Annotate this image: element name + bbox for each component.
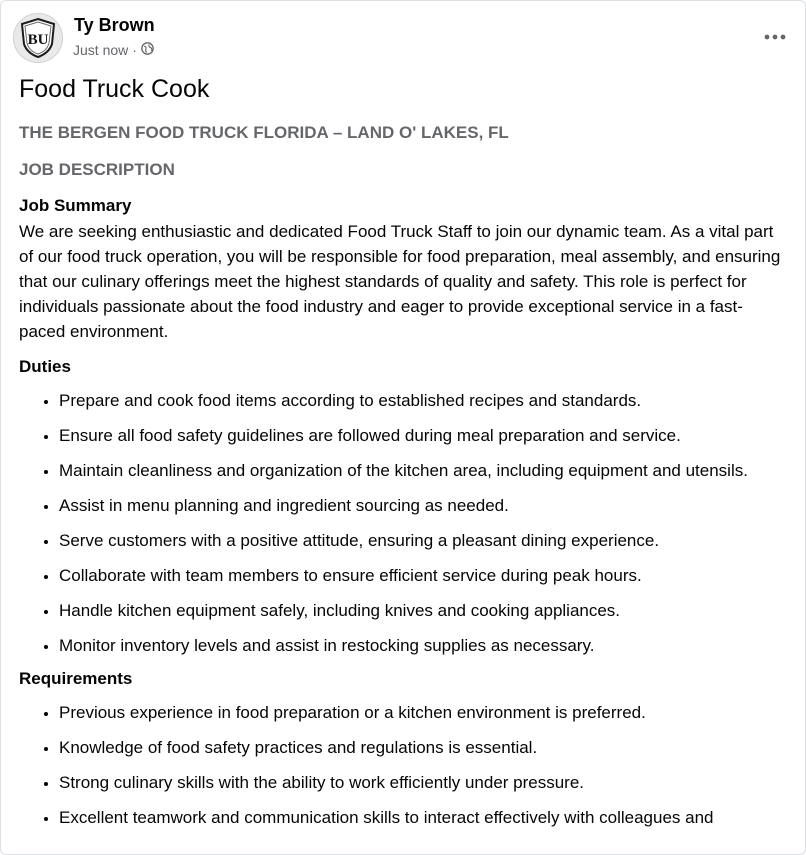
avatar-logo-text: BU (27, 32, 49, 48)
list-item: • Strong culinary skills with the ability to work efficiently under pressure. (59, 770, 789, 795)
author-name[interactable]: Ty Brown (74, 15, 155, 35)
avatar[interactable] (13, 13, 63, 63)
list-item: • Monitor inventory levels and assist in restocking supplies as necessary. (59, 633, 789, 658)
requirements-list (19, 700, 789, 830)
meta-separator: · (132, 42, 137, 58)
post-time[interactable]: Just now (73, 42, 129, 58)
summary-label: Job Summary (19, 196, 132, 215)
duties-list (19, 388, 789, 658)
summary-text: We are seeking enthusiastic and dedicated Food Truck Staff to join our dynamic team. As a vital part of our food truck operation, you will be responsible for food preparation, meal assembly, and ensuring that our culinary offerings meet the highest standards of quality and safety. This role is perfect for individuals passionate about the food industry and eager to provide exceptional service in a fast-paced environment. (19, 222, 781, 341)
post-meta (73, 42, 154, 58)
company-line: THE BERGEN FOOD TRUCK FLORIDA – LAND O' LAKES, FL (19, 123, 509, 142)
list-item: • Serve customers with a positive attitude, ensuring a pleasant dining experience. (59, 528, 789, 553)
list-item: • Assist in menu planning and ingredient sourcing as needed. (59, 493, 789, 518)
post-header (13, 13, 793, 65)
list-item: • Previous experience in food preparation or a kitchen environment is preferred. (59, 700, 789, 725)
job-description-label: JOB DESCRIPTION (19, 160, 175, 179)
bu-shield-logo (16, 16, 60, 60)
list-item: • Prepare and cook food items according to established recipes and standards. (59, 388, 789, 413)
list-item: • Collaborate with team members to ensure efficient service during peak hours. (59, 563, 789, 588)
globe-icon[interactable] (141, 42, 154, 58)
list-item: • Excellent teamwork and communication skills to interact effectively with colleagues and (59, 805, 789, 830)
post-content (19, 71, 789, 840)
list-item: • Ensure all food safety guidelines are followed during meal preparation and service. (59, 423, 789, 448)
list-item: • Maintain cleanliness and organization of the kitchen area, including equipment and utensils. (59, 458, 789, 483)
duties-label: Duties (19, 357, 71, 376)
list-item: • Knowledge of food safety practices and regulations is essential. (59, 735, 789, 760)
job-title: Food Truck Cook (19, 75, 210, 103)
requirements-label: Requirements (19, 669, 133, 688)
list-item: • Handle kitchen equipment safely, including knives and cooking appliances. (59, 598, 789, 623)
more-options-icon[interactable] (757, 23, 793, 51)
